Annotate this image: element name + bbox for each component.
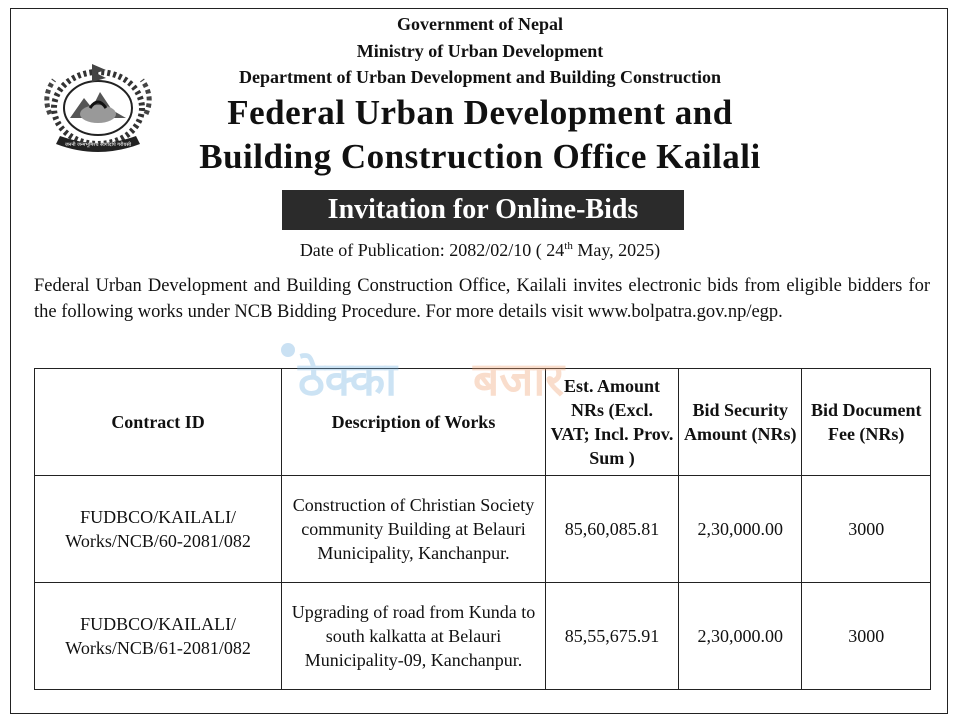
intro-paragraph: Federal Urban Development and Building Construction Office, Kailali invites electronic bids from eligible bidders for the following works under NCB Bidding Procedure. For more details visit www.bolpatra.gov.np/egp. bbox=[34, 276, 930, 322]
table-header-row bbox=[35, 369, 931, 476]
publication-date-rest: May, 2025) bbox=[572, 240, 661, 260]
cell-contract-id: FUDBCO/KAILALI/ Works/NCB/61-2081/082 bbox=[35, 583, 282, 690]
table-row bbox=[35, 476, 931, 583]
cell-description: Construction of Christian Society community Building at Belauri Municipality, Kanchanpur. bbox=[282, 476, 546, 583]
cell-security: 2,30,000.00 bbox=[679, 476, 802, 583]
bids-table bbox=[34, 368, 931, 690]
office-title-line2: Building Construction Office Kailali bbox=[199, 137, 761, 176]
office-title-line1: Federal Urban Development and bbox=[227, 93, 733, 132]
ministry-title: Ministry of Urban Development bbox=[356, 41, 604, 61]
header-contract-id: Contract ID bbox=[35, 369, 282, 476]
department-title: Department of Urban Development and Building Construction bbox=[238, 67, 722, 87]
government-title: Government of Nepal bbox=[397, 14, 563, 34]
cell-security: 2,30,000.00 bbox=[679, 583, 802, 690]
header-document-fee: Bid Document Fee (NRs) bbox=[802, 369, 931, 476]
cell-fee: 3000 bbox=[802, 476, 931, 583]
cell-description: Upgrading of road from Kunda to south kalkatta at Belauri Municipality-09, Kanchanpur. bbox=[282, 583, 546, 690]
publication-date bbox=[0, 240, 960, 261]
cell-contract-id: FUDBCO/KAILALI/ Works/NCB/60-2081/082 bbox=[35, 476, 282, 583]
header-description: Description of Works bbox=[282, 369, 546, 476]
cell-fee: 3000 bbox=[802, 583, 931, 690]
header-est-amount: Est. Amount NRs (Excl. VAT; Incl. Prov. Sum ) bbox=[545, 369, 678, 476]
watermark-text-2: बजार bbox=[473, 352, 565, 406]
publication-date-label: Date of Publication: 2082/02/10 ( 24 bbox=[299, 240, 565, 260]
invitation-banner: Invitation for Online-Bids bbox=[282, 190, 684, 230]
publication-date-sup: th bbox=[564, 240, 573, 252]
table-row bbox=[35, 583, 931, 690]
cell-amount: 85,55,675.91 bbox=[545, 583, 678, 690]
emblem-caption: जननी जन्मभूमिश्च स्वर्गादपि गरीयसी bbox=[64, 142, 132, 148]
header-bid-security: Bid Security Amount (NRs) bbox=[679, 369, 802, 476]
cell-amount: 85,60,085.81 bbox=[545, 476, 678, 583]
watermark-text-1: ठेक्का bbox=[298, 352, 398, 406]
